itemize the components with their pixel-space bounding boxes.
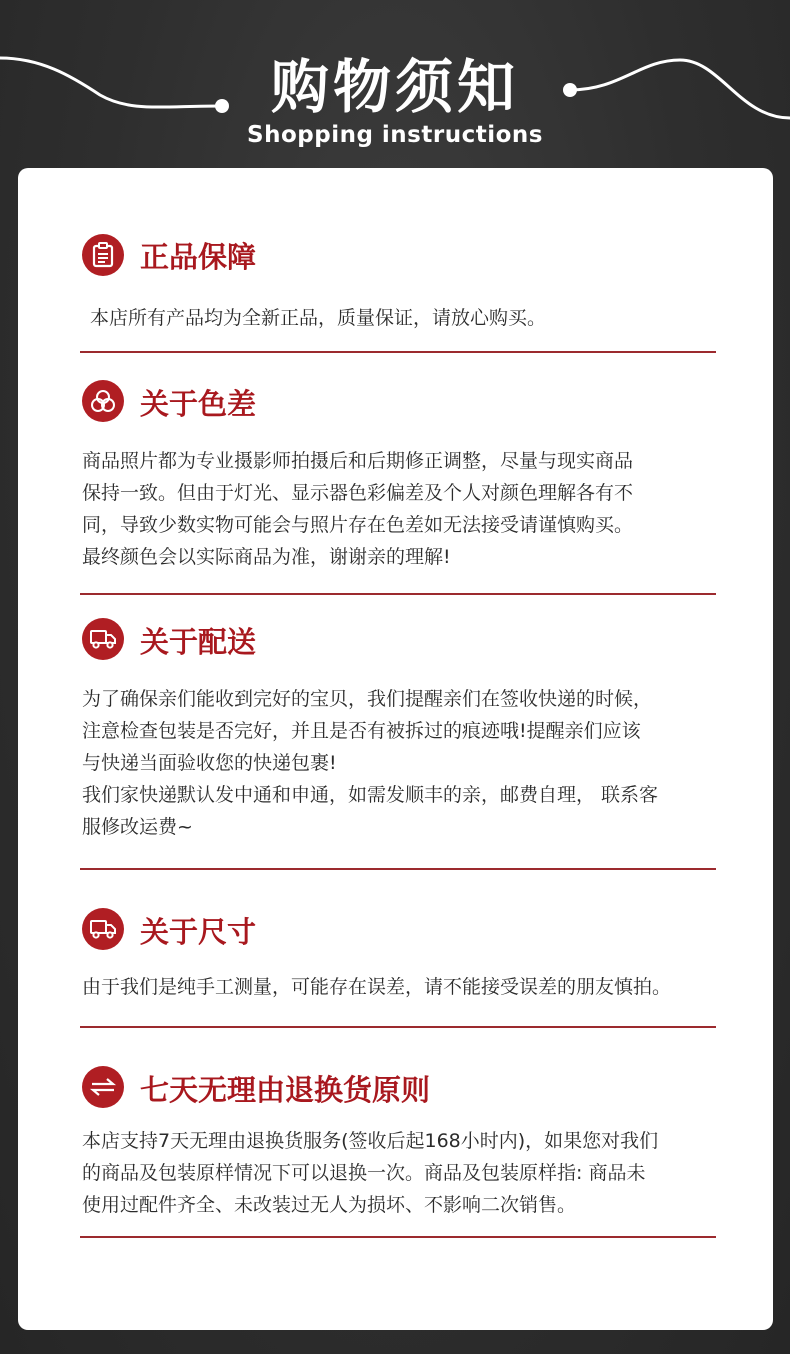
section-body <box>82 1125 732 1221</box>
section-body <box>82 971 732 1003</box>
body-line: 本店所有产品均为全新正品，质量保证，请放心购买。 <box>90 307 547 329</box>
page-title: 购物须知 <box>270 53 519 121</box>
body-line: 最终颜色会以实际商品为准，谢谢亲的理解! <box>82 546 451 568</box>
section-body <box>82 683 732 843</box>
section-title: 七天无理由退换货原则 <box>140 1073 431 1107</box>
section-title: 关于色差 <box>140 387 257 421</box>
body-line: 本店支持7天无理由退换货服务(签收后起168小时内)，如果您对我们 <box>82 1130 659 1152</box>
section-title: 关于尺寸 <box>140 915 257 949</box>
section-body <box>82 445 732 573</box>
divider <box>80 593 716 595</box>
section-title: 关于配送 <box>140 625 257 659</box>
clipboard-icon <box>82 234 124 276</box>
divider <box>80 351 716 353</box>
page-subtitle: Shopping instructions <box>247 122 543 148</box>
body-line: 同，导致少数实物可能会与照片存在色差如无法接受请谨慎购买。 <box>82 514 634 536</box>
divider <box>80 1026 716 1028</box>
body-line: 与快递当面验收您的快递包裹! <box>82 752 337 774</box>
exchange-arrows-icon <box>82 1066 124 1108</box>
body-line: 为了确保亲们能收到完好的宝贝，我们提醒亲们在签收快递的时候， <box>82 688 653 710</box>
section-title: 正品保障 <box>140 240 257 274</box>
divider <box>80 1236 716 1238</box>
body-line: 服修改运费~ <box>82 816 193 838</box>
body-line: 注意检查包装是否完好，并且是否有被拆过的痕迹哦!提醒亲们应该 <box>82 720 641 742</box>
body-line: 商品照片都为专业摄影师拍摄后和后期修正调整，尽量与现实商品 <box>82 450 634 472</box>
body-line: 保持一致。但由于灯光、显示器色彩偏差及个人对颜色理解各有不 <box>82 482 634 504</box>
delivery-truck-icon <box>82 618 124 660</box>
body-line: 的商品及包装原样情况下可以退换一次。商品及包装原样指: 商品未 <box>82 1162 646 1184</box>
body-line: 由于我们是纯手工测量，可能存在误差，请不能接受误差的朋友慎拍。 <box>82 976 672 998</box>
delivery-truck-icon <box>82 908 124 950</box>
section-body <box>90 302 740 334</box>
body-line: 使用过配件齐全、未改装过无人为损坏、不影响二次销售。 <box>82 1194 577 1216</box>
color-circles-icon <box>82 380 124 422</box>
divider <box>80 868 716 870</box>
body-line: 我们家快递默认发中通和申通，如需发顺丰的亲，邮费自理， 联系客 <box>82 784 659 806</box>
instructions-card <box>18 168 773 1330</box>
